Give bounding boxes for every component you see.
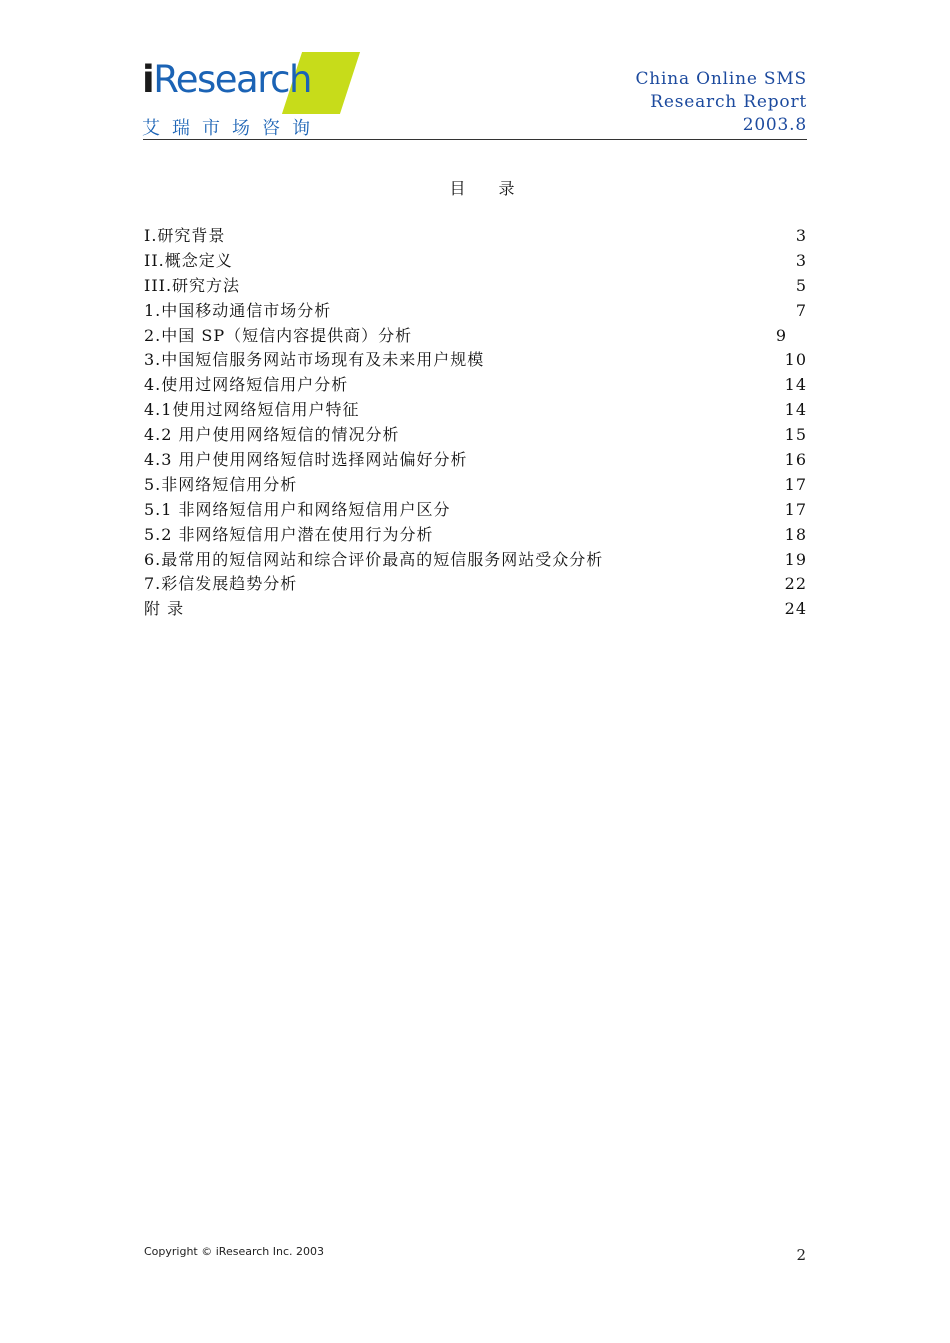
toc-entry-page: 16 — [784, 450, 807, 470]
toc-entry-page: 18 — [784, 524, 807, 544]
report-header — [635, 68, 807, 137]
toc-entry-label: 4.使用过网络短信用户分析 — [144, 375, 349, 395]
toc-entry[interactable] — [144, 398, 807, 423]
toc-entry-page: 22 — [784, 574, 807, 594]
logo-chinese-name: 艾瑞市场咨询 — [142, 118, 322, 139]
table-of-contents — [144, 224, 807, 622]
toc-entry-page: 3 — [795, 226, 807, 245]
logo-wordmark — [142, 58, 311, 101]
toc-entry-page: 24 — [784, 599, 807, 619]
toc-entry-label: I.研究背景 — [144, 226, 226, 245]
toc-entry-page: 14 — [784, 400, 807, 420]
toc-entry[interactable] — [144, 274, 807, 299]
toc-entry[interactable] — [144, 373, 807, 398]
toc-entry[interactable] — [144, 224, 807, 249]
report-date: 2003.8 — [742, 115, 807, 135]
toc-entry[interactable] — [144, 523, 807, 548]
toc-entry-page: 17 — [784, 499, 807, 519]
toc-entry[interactable] — [144, 548, 807, 573]
toc-entry-page: 10 — [784, 350, 807, 370]
toc-entry-page: 14 — [784, 375, 807, 395]
toc-entry[interactable] — [144, 572, 807, 597]
toc-entry-page: 9 — [775, 325, 787, 345]
toc-entry-label: 3.中国短信服务网站市场现有及未来用户规模 — [144, 350, 485, 370]
header-divider — [143, 139, 807, 140]
toc-entry-label: 附 录 — [144, 599, 185, 619]
toc-entry[interactable] — [144, 423, 807, 448]
toc-entry[interactable] — [144, 249, 807, 274]
report-title-line2: Research Report — [650, 92, 807, 112]
toc-entry-label: 4.2 用户使用网络短信的情况分析 — [144, 425, 400, 445]
toc-entry-page: 19 — [784, 549, 807, 569]
toc-entry[interactable] — [144, 473, 807, 498]
toc-entry-label: 5.2 非网络短信用户潜在使用行为分析 — [144, 524, 434, 544]
toc-entry-page: 17 — [784, 474, 807, 494]
toc-entry-label: III.研究方法 — [144, 275, 241, 295]
toc-entry[interactable] — [144, 348, 807, 373]
toc-entry-page: 7 — [795, 300, 807, 320]
page-number: 2 — [796, 1246, 806, 1264]
toc-entry[interactable] — [144, 498, 807, 523]
toc-entry-page: 3 — [795, 250, 807, 270]
toc-entry-label: 4.3 用户使用网络短信时选择网站偏好分析 — [144, 450, 468, 470]
toc-entry-page: 5 — [795, 275, 807, 295]
logo-i: i — [142, 58, 154, 101]
toc-entry[interactable] — [144, 299, 807, 324]
toc-entry-page: 15 — [784, 425, 807, 445]
toc-entry[interactable] — [144, 448, 807, 473]
copyright-notice: Copyright © iResearch Inc. 2003 — [144, 1245, 325, 1258]
report-title-line1: China Online SMS — [635, 69, 807, 89]
iresearch-logo — [142, 52, 342, 142]
toc-entry-label: 5.1 非网络短信用户和网络短信用户区分 — [144, 499, 451, 519]
toc-entry-label: 5.非网络短信用分析 — [144, 474, 298, 494]
logo-name: Research — [153, 58, 311, 101]
toc-entry[interactable] — [144, 324, 807, 349]
toc-title: 目 录 — [449, 179, 529, 198]
toc-entry-label: 7.彩信发展趋势分析 — [144, 574, 298, 594]
toc-entry-label: 2.中国 SP（短信内容提供商）分析 — [144, 325, 413, 345]
toc-entry[interactable] — [144, 597, 807, 622]
toc-entry-label: 4.1使用过网络短信用户特征 — [144, 400, 360, 420]
toc-entry-label: II.概念定义 — [144, 250, 233, 270]
toc-entry-label: 6.最常用的短信网站和综合评价最高的短信服务网站受众分析 — [144, 549, 604, 569]
toc-entry-label: 1.中国移动通信市场分析 — [144, 300, 332, 320]
